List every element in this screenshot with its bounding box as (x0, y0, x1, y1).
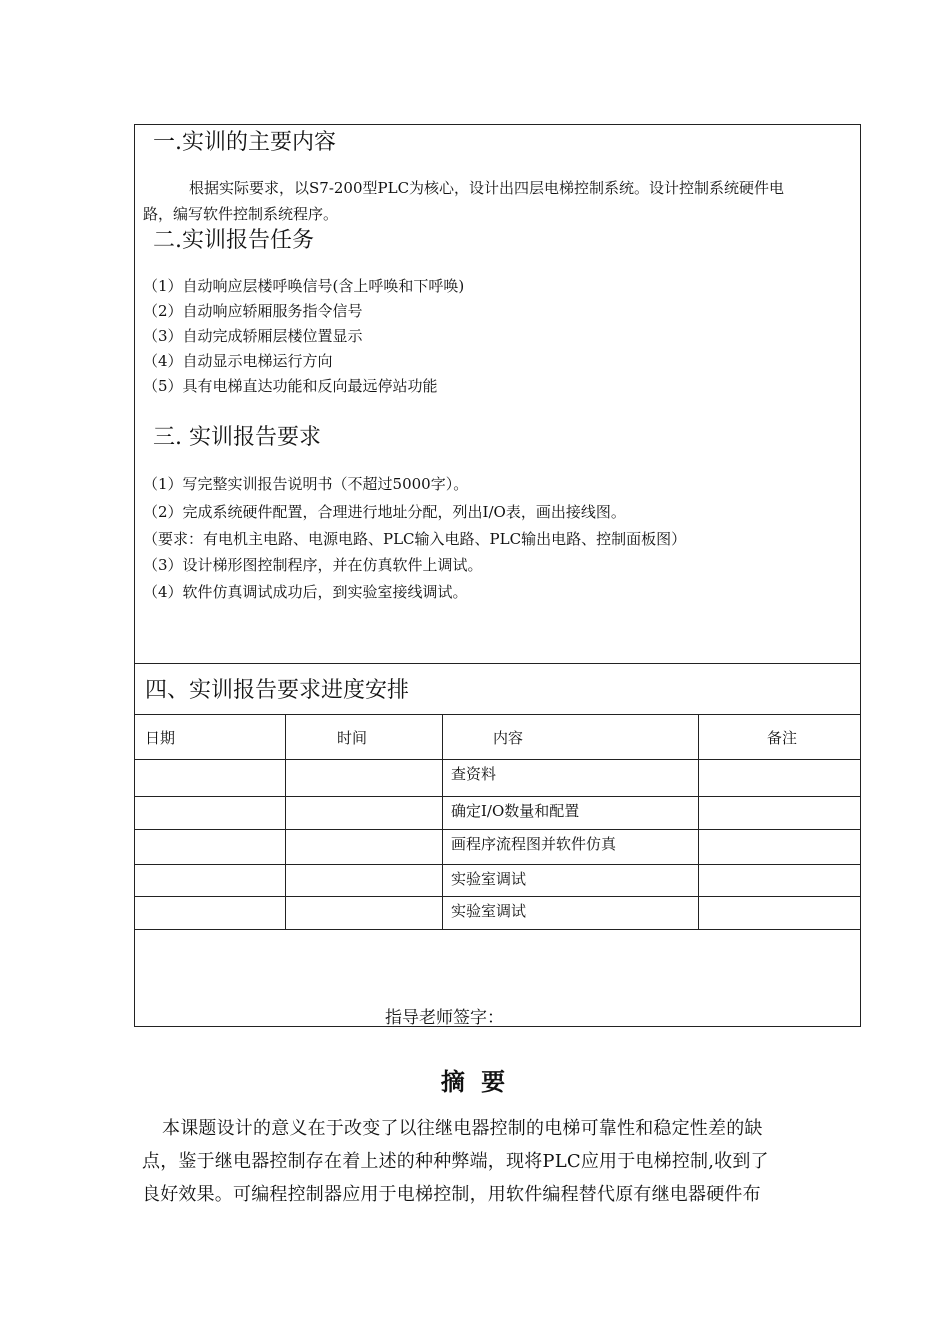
section1-paragraph-line1: 根据实际要求，以S7-200型PLC为核心，设计出四层电梯控制系统。设计控制系统硬件电 (189, 179, 785, 197)
schedule-content-cell: 画程序流程图并软件仿真 (451, 835, 617, 853)
schedule-content-cell: 实验室调试 (451, 870, 527, 888)
header-time: 时间 (337, 729, 368, 747)
section4-title: 四、实训报告要求进度安排 (145, 678, 410, 703)
task-item: （1）自动响应层楼呼唤信号(含上呼唤和下呼唤) (143, 277, 465, 295)
requirement-item: （2）完成系统硬件配置，合理进行地址分配，列出I/O表，画出接线图。 (143, 503, 626, 521)
divider (135, 663, 860, 664)
requirement-item: （3）设计梯形图控制程序，并在仿真软件上调试。 (143, 556, 483, 574)
header-note: 备注 (767, 729, 798, 747)
signature-label: 指导老师签字： (385, 1008, 504, 1028)
section2-title: 二.实训报告任务 (153, 228, 314, 253)
task-item: （5）具有电梯直达功能和反向最远停站功能 (143, 377, 438, 395)
abstract-line: 良好效果。可编程控制器应用于电梯控制，用软件编程替代原有继电器硬件布 (142, 1184, 761, 1205)
row-divider (135, 829, 860, 830)
row-divider (135, 796, 860, 797)
divider (135, 714, 860, 715)
row-divider (135, 759, 860, 760)
schedule-content-cell: 确定I/O数量和配置 (451, 802, 580, 820)
section3-title: 三. 实训报告要求 (153, 425, 321, 450)
row-divider (135, 864, 860, 865)
abstract-line: 点，鉴于继电器控制存在着上述的种种弊端，现将PLC应用于电梯控制,收到了 (142, 1151, 769, 1172)
requirement-item: （4）软件仿真调试成功后，到实验室接线调试。 (143, 583, 468, 601)
row-divider (135, 896, 860, 897)
abstract-line: 本课题设计的意义在于改变了以往继电器控制的电梯可靠性和稳定性差的缺 (162, 1118, 763, 1139)
schedule-content-cell: 实验室调试 (451, 902, 527, 920)
task-form-table (134, 124, 861, 1027)
task-item: （2）自动响应轿厢服务指令信号 (143, 302, 363, 320)
task-item: （4）自动显示电梯运行方向 (143, 352, 333, 370)
row-divider (135, 929, 860, 930)
section1-paragraph-line2: 路，编写软件控制系统程序。 (143, 205, 339, 223)
requirement-item: （1）写完整实训报告说明书（不超过5000字）。 (143, 475, 469, 493)
task-item: （3）自动完成轿厢层楼位置显示 (143, 327, 363, 345)
header-date: 日期 (145, 729, 176, 747)
schedule-content-cell: 查资料 (451, 765, 497, 783)
requirement-item: （要求：有电机主电路、电源电路、PLC输入电路、PLC输出电路、控制面板图） (143, 530, 687, 548)
abstract-title: 摘 要 (440, 1067, 510, 1096)
header-content: 内容 (493, 729, 524, 747)
section1-title: 一.实训的主要内容 (153, 130, 336, 155)
